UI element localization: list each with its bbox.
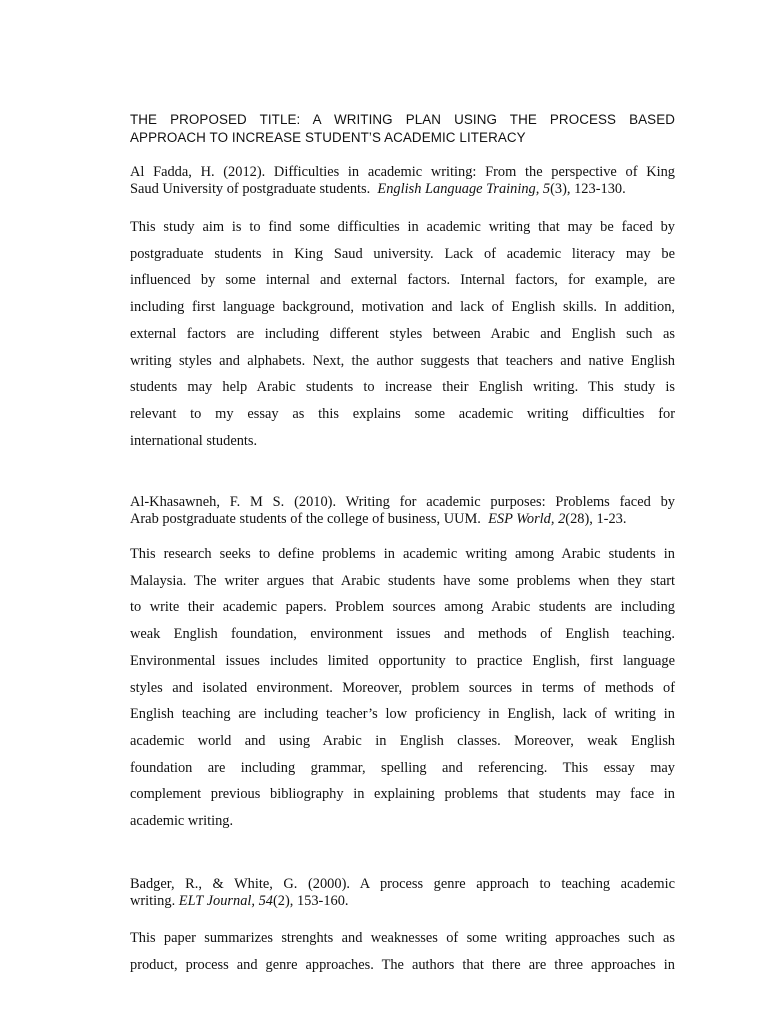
reference-citation xyxy=(130,164,675,198)
paragraph-line: styles and isolated environment. Moreover, problem sources in terms of methods of xyxy=(130,679,675,696)
citation-line xyxy=(130,511,675,528)
paragraph-line: postgraduate students in King Saud university. Lack of academic literacy may be xyxy=(130,245,675,262)
citation-issue-pages: (28), 1-23. xyxy=(565,511,627,527)
annotation-paragraph xyxy=(130,925,675,978)
citation-issue-pages: (2), 153-160. xyxy=(272,893,349,909)
paragraph-line: including first language background, motivation and lack of English skills. In addition, xyxy=(130,299,675,316)
citation-line xyxy=(130,181,675,198)
citation-authors-tail: Saud University of postgraduate students. xyxy=(130,181,371,197)
paragraph-line: product, process and genre approaches. The authors that there are three approaches in xyxy=(130,956,675,973)
citation-journal: ELT Journal, 54 xyxy=(178,893,273,909)
annotation-paragraph xyxy=(130,541,675,835)
paragraph-line: academic writing. xyxy=(130,813,234,830)
reference-citation xyxy=(130,494,675,528)
paragraph-line: academic world and using Arabic in English classes. Moreover, weak English xyxy=(130,732,675,749)
paragraph-line: English teaching are including teacher’s low proficiency in English, lack of writing in xyxy=(130,706,675,723)
paragraph-line: This research seeks to define problems in academic writing among Arabic students in xyxy=(130,546,675,562)
paragraph-line: complement previous bibliography in explaining problems that students may face in xyxy=(130,786,675,803)
paragraph-line: Malaysia. The writer argues that Arabic students have some problems when they start xyxy=(130,572,675,589)
paragraph-line: to write their academic papers. Problem sources among Arabic students are including xyxy=(130,599,675,616)
title-line: THE PROPOSED TITLE: A WRITING PLAN USING THE PROCESS BASED xyxy=(130,112,675,127)
citation-journal: English Language Training, 5 xyxy=(377,181,551,197)
citation-authors-tail: Arab postgraduate students of the college of business, UUM. xyxy=(130,511,481,527)
citation-issue-pages: (3), 123-130. xyxy=(550,181,626,197)
citation-line: Al Fadda, H. (2012). Difficulties in academic writing: From the perspective of King xyxy=(130,164,675,180)
citation-journal: ESP World, 2 xyxy=(488,511,566,527)
paragraph-line: writing styles and alphabets. Next, the author suggests that teachers and native English xyxy=(130,352,675,369)
paragraph-line: external factors are including different styles between Arabic and English such as xyxy=(130,325,675,342)
paragraph-line: influenced by some internal and external factors. Internal factors, for example, are xyxy=(130,272,675,289)
page-title xyxy=(130,111,675,147)
paragraph-line: Environmental issues includes limited opportunity to practice English, first language xyxy=(130,652,675,669)
paragraph-line: relevant to my essay as this explains some academic writing difficulties for xyxy=(130,405,675,422)
paragraph-line: This paper summarizes strenghts and weaknesses of some writing approaches such as xyxy=(130,930,675,946)
citation-line: Al-Khasawneh, F. M S. (2010). Writing for academic purposes: Problems faced by xyxy=(130,494,675,510)
paragraph-line: foundation are including grammar, spelling and referencing. This essay may xyxy=(130,759,675,776)
citation-line: Badger, R., & White, G. (2000). A process genre approach to teaching academic xyxy=(130,876,675,892)
title-line: APPROACH TO INCREASE STUDENT’S ACADEMIC LITERACY xyxy=(130,130,526,145)
paragraph-line: This study aim is to find some difficulties in academic writing that may be faced by xyxy=(130,219,675,235)
reference-citation xyxy=(130,876,675,910)
annotation-paragraph xyxy=(130,214,675,454)
paragraph-line: international students. xyxy=(130,432,258,449)
paragraph-line: weak English foundation, environment issues and methods of English teaching. xyxy=(130,626,675,643)
citation-line xyxy=(130,893,675,910)
paragraph-line: students may help Arabic students to increase their English writing. This study is xyxy=(130,379,675,396)
citation-authors-tail: writing. xyxy=(130,893,176,909)
